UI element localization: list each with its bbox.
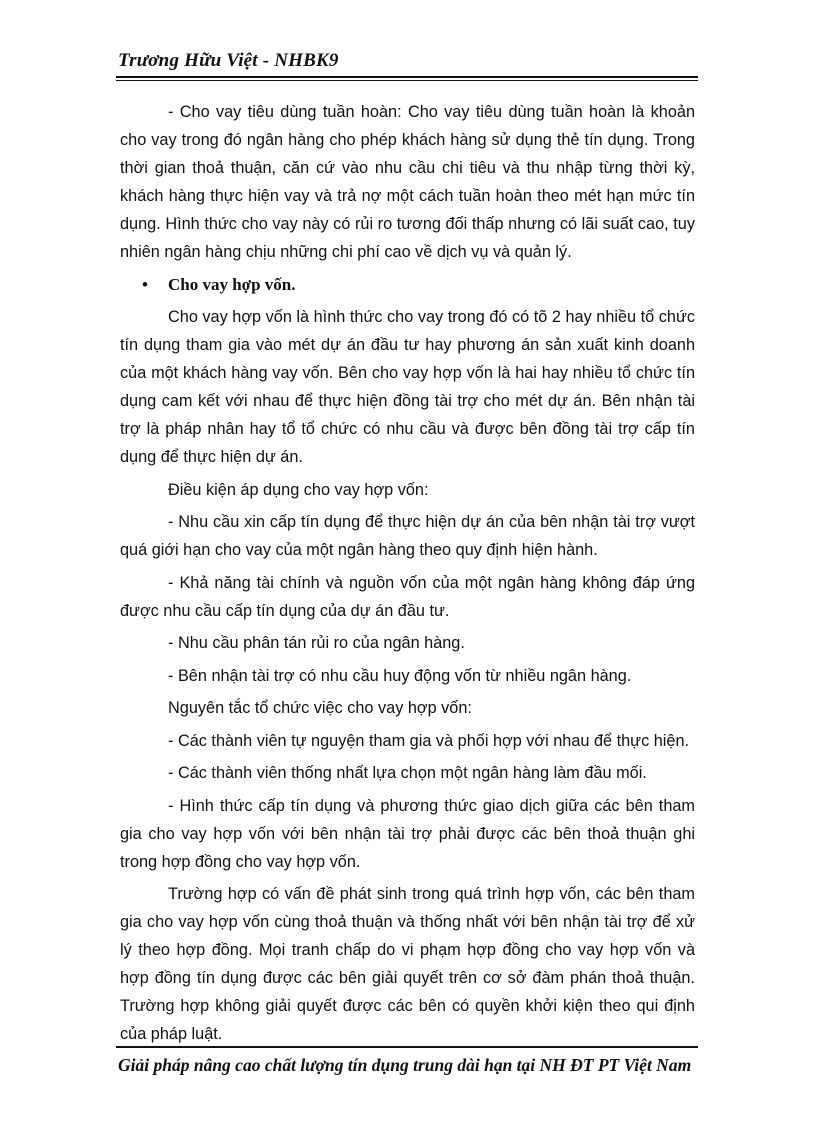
document-body (120, 98, 695, 1053)
bullet-icon: • (142, 274, 148, 294)
paragraph-disputes: Trường hợp có vấn đề phát sinh trong quá trình hợp vốn, các bên tham gia cho vay hợp vốn cùng thoả thuận và thống nhất với bên nhận tài trợ để xử lý theo hợp đồng. Mọi tranh chấp do vi phạm hợp đồng cho vay hợp vốn và hợp đồng tín dụng được các bên giải quyết trên cơ sở đàm phán thoả thuận. Trường hợp không giải quyết được các bên có quyền khởi kiện theo qui định của pháp luật. (120, 885, 695, 1043)
paragraph-condition-2: - Khả năng tài chính và nguồn vốn của một ngân hàng không đáp ứng được nhu cầu cấp tín dụng của dự án đầu tư. (120, 573, 695, 620)
paragraph-principle-3: - Hình thức cấp tín dụng và phương thức giao dịch giữa các bên tham gia cho vay hợp vốn với bên nhận tài trợ phải được các bên thoả thuận ghi trong hợp đồng cho vay hợp vốn. (120, 796, 695, 871)
paragraph-condition-4: - Bên nhận tài trợ có nhu cầu huy động vốn từ nhiều ngân hàng. (168, 666, 632, 685)
paragraph-conditions-title: Điều kiện áp dụng cho vay hợp vốn: (168, 480, 429, 499)
paragraph-principles-title: Nguyên tắc tổ chức việc cho vay hợp vốn: (168, 699, 472, 717)
header-divider (116, 76, 698, 81)
bullet-heading-text: Cho vay hợp vốn. (168, 274, 296, 294)
paragraph-principle-2: - Các thành viên thống nhất lựa chọn một ngân hàng làm đầu mối. (168, 764, 647, 782)
paragraph-revolving-credit: - Cho vay tiêu dùng tuần hoàn: Cho vay tiêu dùng tuần hoàn là khoản cho vay trong đó ngân hàng cho phép khách hàng sử dụng thẻ tín dụng. Trong thời gian thoả thuận, căn cứ vào nhu cầu chi tiêu và thu nhập từng thời kỳ, khách hàng thực hiện vay và trả nợ một cách tuần hoàn theo mét hạn mức tín dụng. Hình thức cho vay này có rủi ro tương đối thấp nhưng có lãi suất cao, tuy nhiên ngân hàng chịu những chi phí cao về dịch vụ và quản lý. (120, 103, 695, 261)
bullet-heading (120, 271, 695, 299)
paragraph-syndicated-loan: Cho vay hợp vốn là hình thức cho vay trong đó có tõ 2 hay nhiều tổ chức tín dụng tham gia vào mét dự án đầu tư hay phương án sản xuất kinh doanh của một khách hàng vay vốn. Bên cho vay hợp vốn là hai hay nhiều tổ chức tín dụng cam kết với nhau để thực hiện đồng tài trợ cho mét dự án. Bên nhận tài trợ là pháp nhân hay tổ tổ chức có nhu cầu và được bên đồng tài trợ cấp tín dụng để thực hiện dự án. (120, 308, 695, 466)
page-footer-text: Giải pháp nâng cao chất lượng tín dụng trung dài hạn tại NH ĐT PT Việt Nam (118, 1055, 692, 1075)
paragraph-principle-1: - Các thành viên tự nguyện tham gia và phối hợp với nhau để thực hiện. (168, 731, 690, 750)
paragraph-condition-3: - Nhu cầu phân tán rủi ro của ngân hàng. (168, 634, 465, 652)
page-header-title: Trương Hữu Việt - NHBK9 (118, 50, 339, 71)
footer-divider (116, 1046, 698, 1048)
paragraph-condition-1: - Nhu cầu xin cấp tín dụng để thực hiện dự án của bên nhận tài trợ vượt quá giới hạn cho vay của một ngân hàng theo quy định hiện hành. (120, 513, 695, 559)
